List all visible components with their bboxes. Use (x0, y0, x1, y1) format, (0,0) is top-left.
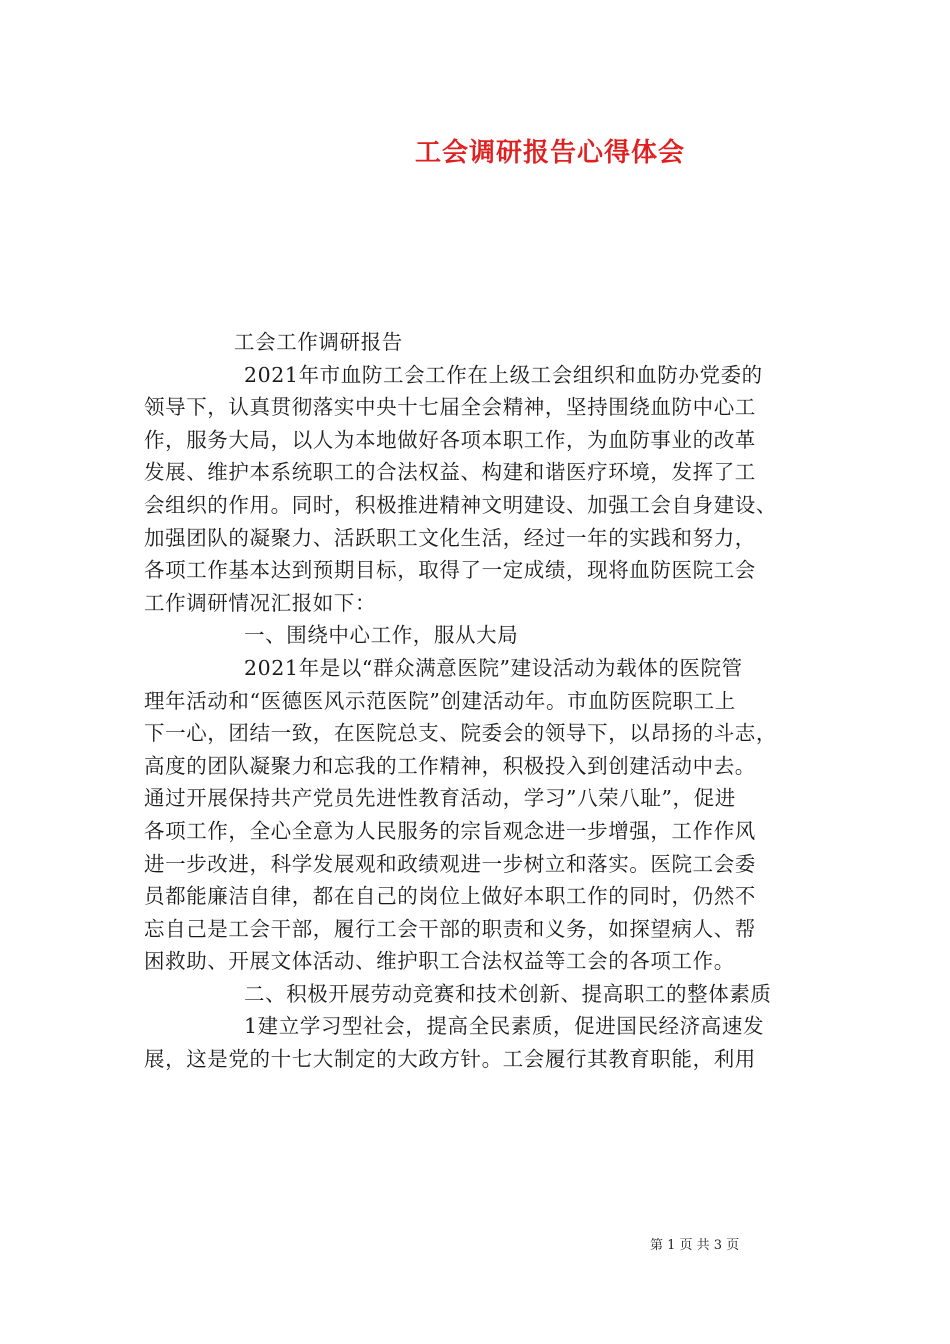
text-line: 加强团队的凝聚力、活跃职工文化生活，经过一年的实践和努力， (144, 525, 756, 550)
text-line: 高度的团队凝聚力和忘我的工作精神，积极投入到创建活动中去。 (144, 753, 756, 778)
document-title: 工会调研报告心得体会 (414, 138, 685, 168)
text-line: 员都能廉洁自律，都在自己的岗位上做好本职工作的同时，仍然不 (144, 884, 756, 909)
text-line: 通过开展保持共产党员先进性教育活动，学习”八荣八耻”，促进 (144, 786, 736, 811)
text-line: 进一步改进，科学发展观和政绩观进一步树立和落实。医院工会委 (144, 851, 756, 876)
text-line: 困救助、开展文体活动、维护职工合法权益等工会的各项工作。 (144, 949, 735, 974)
text-line: 理年活动和“医德医风示范医院”创建活动年。市血防医院职工上 (144, 688, 736, 713)
text-line: 发展、维护本系统职工的合法权益、构建和谐医疗环境，发挥了工 (144, 460, 756, 485)
section-heading: 一、围绕中心工作，服从大局 (244, 623, 519, 648)
text-line: 工会工作调研报告 (234, 330, 403, 354)
page-footer: 第 1 页 共 3 页 (650, 1238, 740, 1253)
text-line: 忘自己是工会干部，履行工会干部的职责和义务，如探望病人、帮 (144, 916, 756, 941)
text-line: 2021年是以“群众满意医院”建设活动为载体的医院管 (244, 655, 743, 680)
text-line: 下一心，团结一致，在医院总支、院委会的领导下，以昂扬的斗志， (144, 721, 777, 746)
text-line: 各项工作，全心全意为人民服务的宗旨观念进一步增强，工作作风 (144, 818, 756, 843)
text-line: 2021年市血防工会工作在上级工会组织和血防办党委的 (244, 362, 763, 387)
section-heading: 二、积极开展劳动竞赛和技术创新、提高职工的整体素质 (244, 981, 772, 1006)
text-line: 工作调研情况汇报如下： (144, 590, 377, 615)
document-body (144, 326, 824, 1076)
text-line: 领导下，认真贯彻落实中央十七届全会精神，坚持围绕血防中心工 (144, 395, 756, 420)
text-line: 展，这是党的十七大制定的大政方针。工会履行其教育职能，利用 (144, 1047, 756, 1072)
text-line: 作，服务大局，以人为本地做好各项本职工作，为血防事业的改革 (144, 427, 756, 452)
text-line: 1建立学习型社会，提高全民素质，促进国民经济高速发 (244, 1014, 765, 1039)
text-line: 各项工作基本达到预期目标，取得了一定成绩，现将血防医院工会 (144, 558, 756, 583)
text-line: 会组织的作用。同时，积极推进精神文明建设、加强工会自身建设、 (144, 492, 777, 517)
